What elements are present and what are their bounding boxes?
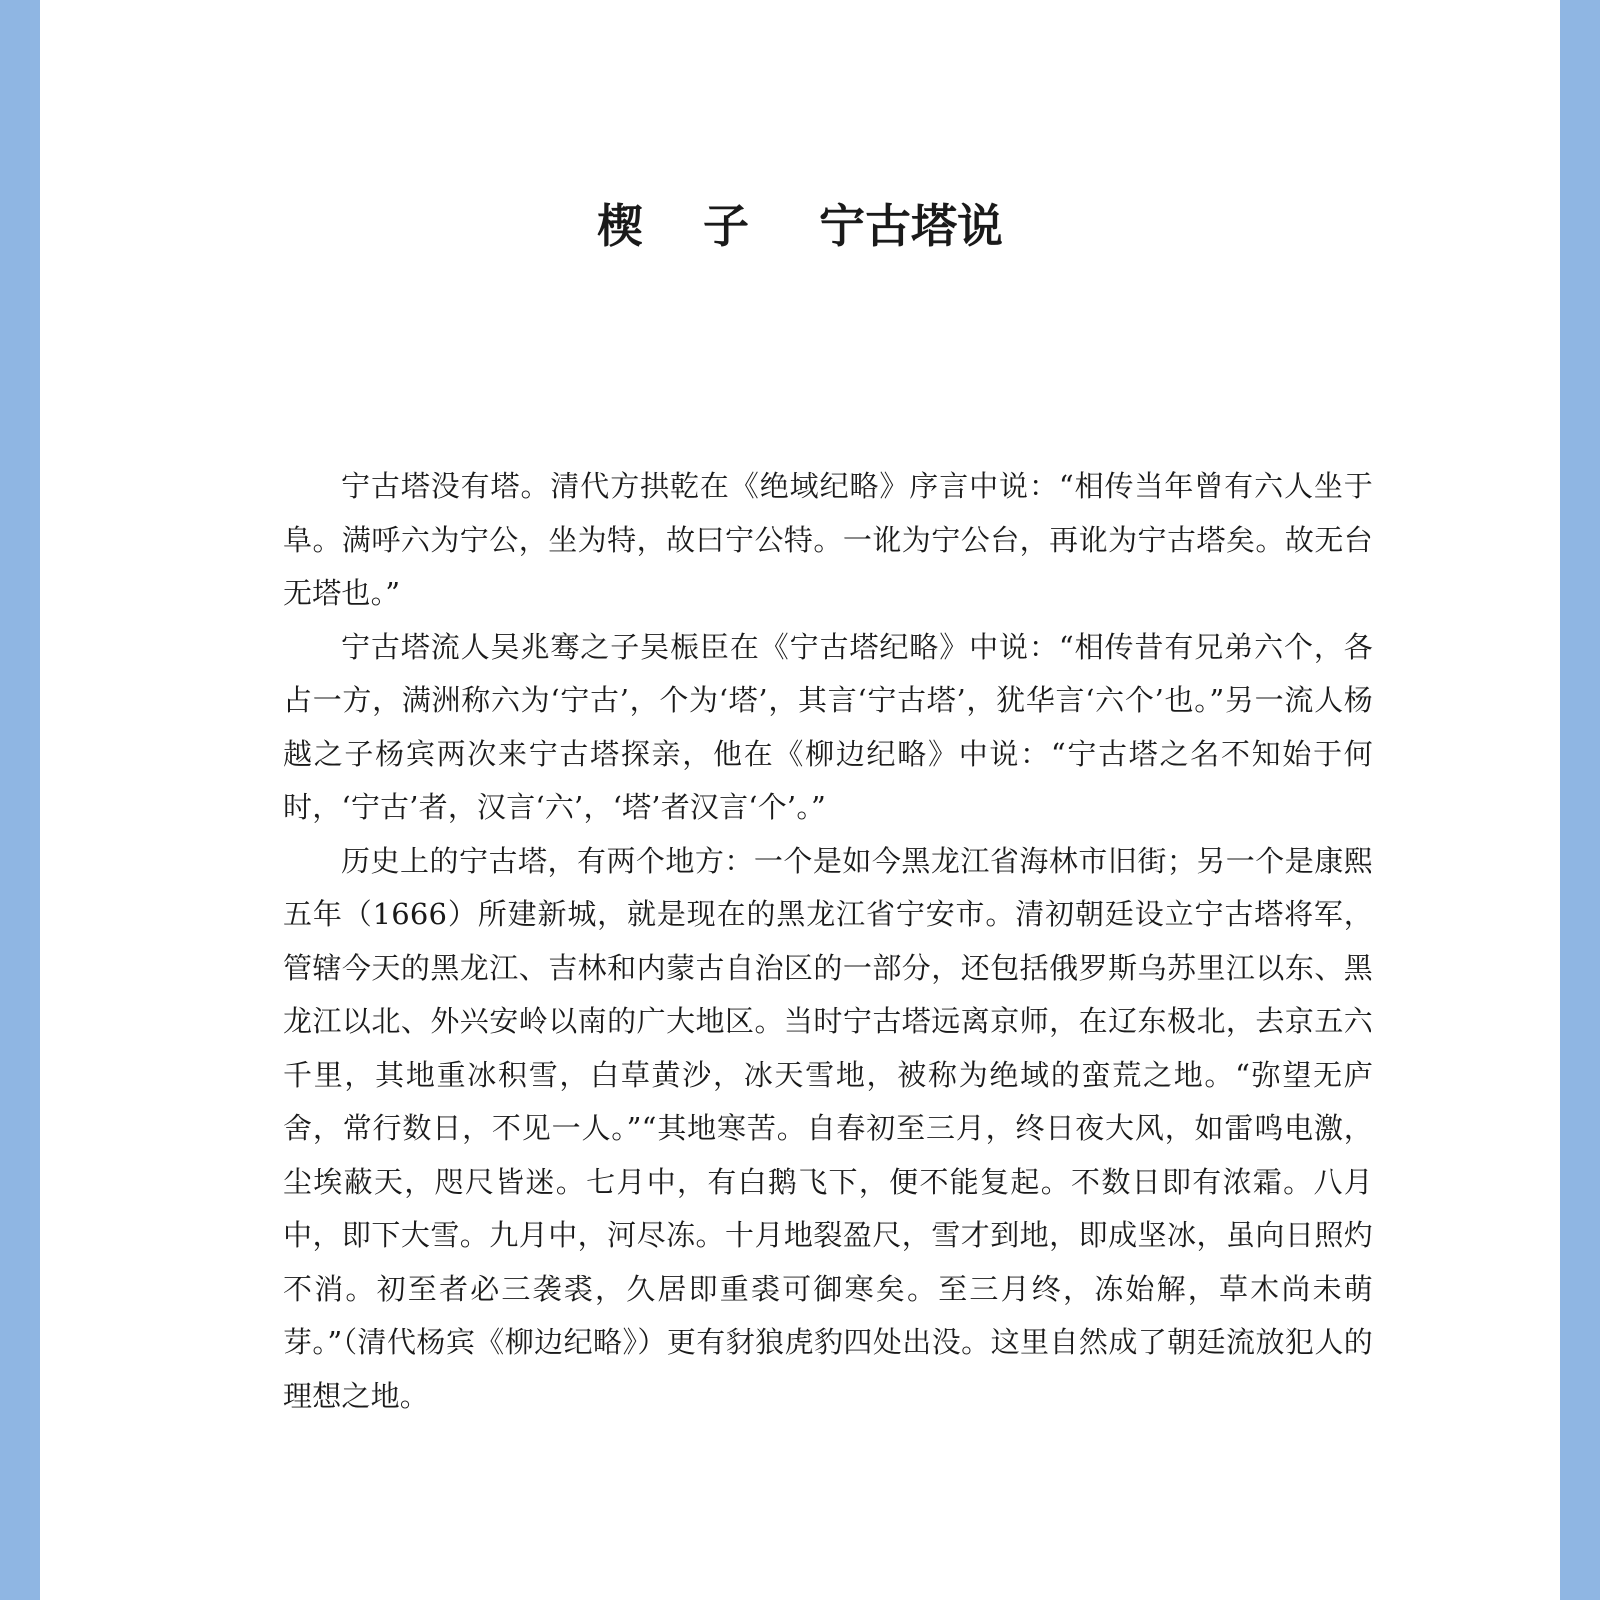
chapter-title xyxy=(40,190,1560,256)
title-part-2: 子 xyxy=(703,199,749,253)
title-part-3: 宁古塔说 xyxy=(819,199,1003,253)
body-text xyxy=(283,460,1373,1423)
title-part-1: 楔 xyxy=(597,199,643,253)
paragraph-2: 宁古塔流人吴兆骞之子吴桭臣在《宁古塔纪略》中说：“相传昔有兄弟六个，各占一方，满洲称六为‘宁古’，个为‘塔’，其言‘宁古塔’，犹华言‘六个’也。”另一流人杨越之子杨宾两次来宁古塔探亲，他在《柳边纪略》中说：“宁古塔之名不知始于何时，‘宁古’者，汉言‘六’，‘塔’者汉言‘个’。” xyxy=(283,629,1373,824)
paragraph-3: 历史上的宁古塔，有两个地方：一个是如今黑龙江省海林市旧街；另一个是康熙五年（1666）所建新城，就是现在的黑龙江省宁安市。清初朝廷设立宁古塔将军，管辖今天的黑龙江、吉林和内蒙古自治区的一部分，还包括俄罗斯乌苏里江以东、黑龙江以北、外兴安岭以南的广大地区。当时宁古塔远离京师，在辽东极北，去京五六千里，其地重冰积雪，白草黄沙，冰天雪地，被称为绝域的蛮荒之地。“弥望无庐舍，常行数日，不见一人。”“其地寒苦。自春初至三月，终日夜大风，如雷鸣电激，尘埃蔽天，咫尺皆迷。七月中，有白鹅飞下，便不能复起。不数日即有浓霜。八月中，即下大雪。九月中，河尽冻。十月地裂盈尺，雪才到地，即成坚冰，虽向日照灼不消。初至者必三袭裘，久居即重裘可御寒矣。至三月终，冻始解，草木尚未萌芽。”（清代杨宾《柳边纪略》）更有豺狼虎豹四处出没。这里自然成了朝廷流放犯人的理想之地。 xyxy=(283,843,1373,1413)
paragraph-1: 宁古塔没有塔。清代方拱乾在《绝域纪略》序言中说：“相传当年曾有六人坐于阜。满呼六为宁公，坐为特，故曰宁公特。一讹为宁公台，再讹为宁古塔矣。故无台无塔也。” xyxy=(283,469,1373,610)
document-page xyxy=(40,0,1560,1600)
